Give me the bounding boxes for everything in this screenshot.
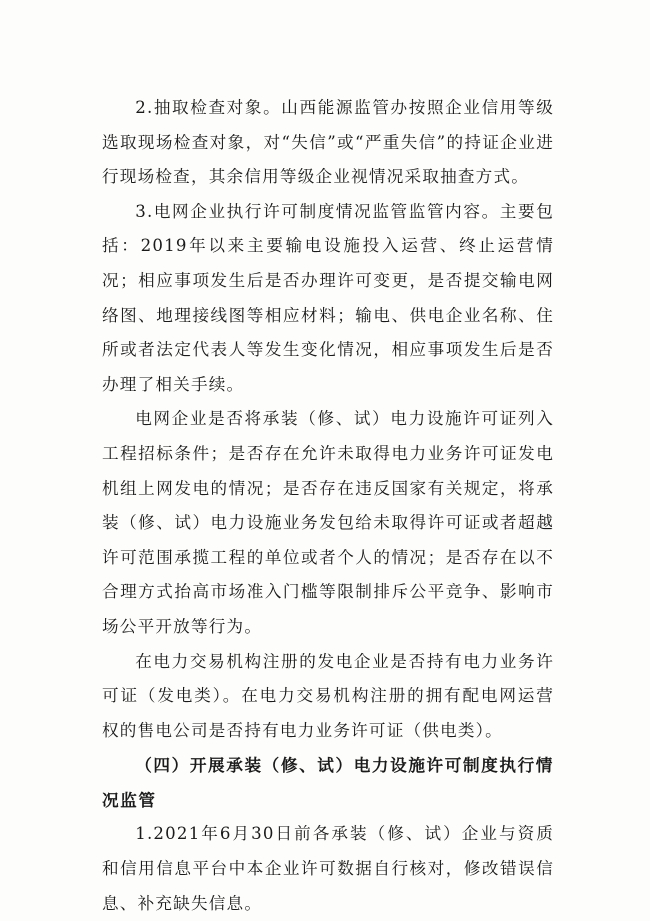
paragraph-grid-supervision-content: 3.电网企业执行许可制度情况监管监管内容。主要包括：2019年以来主要输电设施投入运营、终止运营情况；相应事项发生后是否办理许可变更，是否提交输电网络图、地理接线图等相应材料；输电、供电企业名称、住所或者法定代表人等发生变化情况，相应事项发生后是否办理了相关手续。 [102,201,554,394]
paragraph-sample-selection: 2.抽取检查对象。山西能源监管办按照企业信用等级选取现场检查对象，对“失信”或“严重失信”的持证企业进行现场检查，其余信用等级企业视情况采取抽查方式。 [102,98,554,187]
paragraph-grid-enterprise-checks: 电网企业是否将承装（修、试）电力设施许可证列入工程招标条件；是否存在允许未取得电力业务许可证发电机组上网发电的情况；是否存在违反国家有关规定，将承装（修、试）电力设施业务发包给未取得许可证或者超越许可范围承揽工程的单位或者个人的情况；是否存在以不合理方式抬高市场准入门槛等限制排斥公平竞争、影响市场公平开放等行为。 [102,409,554,636]
section-heading: （四）开展承装（修、试）电力设施许可制度执行情况监管 [102,755,554,810]
paragraph-trading-registration: 在电力交易机构注册的发电企业是否持有电力业务许可证（发电类）。在电力交易机构注册的拥有配电网运营权的售电公司是否持有电力业务许可证（供电类）。 [102,651,554,740]
paragraph-self-check: 1.2021年6月30日前各承装（修、试）企业与资质和信用信息平台中本企业许可数据自行核对，修改错误信息、补充缺失信息。 [102,824,554,913]
